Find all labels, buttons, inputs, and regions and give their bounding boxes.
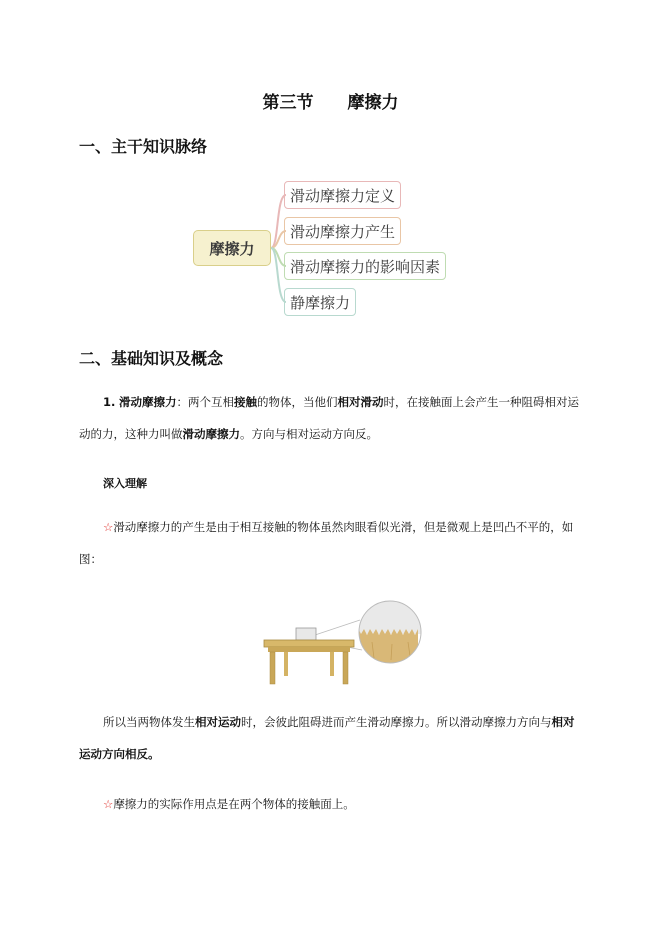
section-heading-1: 一、主干知识脉络 — [79, 137, 208, 156]
mindmap-node-factors: 滑动摩擦力的影响因素 — [284, 252, 446, 280]
mindmap-node-static-friction: 静摩擦力 — [284, 288, 356, 316]
subheading-deep-understanding: 深入理解 — [103, 477, 147, 490]
term-sliding-friction: 滑动摩擦力 — [119, 395, 177, 409]
section-heading-2: 二、基础知识及概念 — [79, 349, 224, 368]
mindmap-root-node: 摩擦力 — [193, 230, 271, 266]
star-icon: ☆ — [103, 797, 114, 811]
paragraph-action-point: ☆摩擦力的实际作用点是在两个物体的接触面上。 — [103, 797, 355, 811]
title-section-number: 第三节 — [262, 93, 314, 113]
paragraph-direction: 所以当两物体发生相对运动时，会彼此阻碍进而产生滑动摩擦力。所以滑动摩擦力方向与相对运动方向相反。 — [79, 715, 575, 761]
friction-illustration — [262, 598, 422, 688]
title-topic: 摩擦力 — [347, 93, 399, 113]
mindmap-node-definition: 滑动摩擦力定义 — [284, 181, 401, 209]
star-icon: ☆ — [103, 520, 114, 534]
paragraph-definition: 1. 滑动摩擦力：两个互相接触的物体，当他们相对滑动时，在接触面上会产生一种阻碍相对运动的力，这种力叫做滑动摩擦力。方向与相对运动方向反。 — [79, 395, 580, 441]
item-number: 1. — [103, 395, 116, 409]
mindmap-node-generation: 滑动摩擦力产生 — [284, 217, 401, 245]
paragraph-micro-explanation: ☆滑动摩擦力的产生是由于相互接触的物体虽然肉眼看似光滑，但是微观上是凹凸不平的，如图： — [79, 520, 574, 566]
